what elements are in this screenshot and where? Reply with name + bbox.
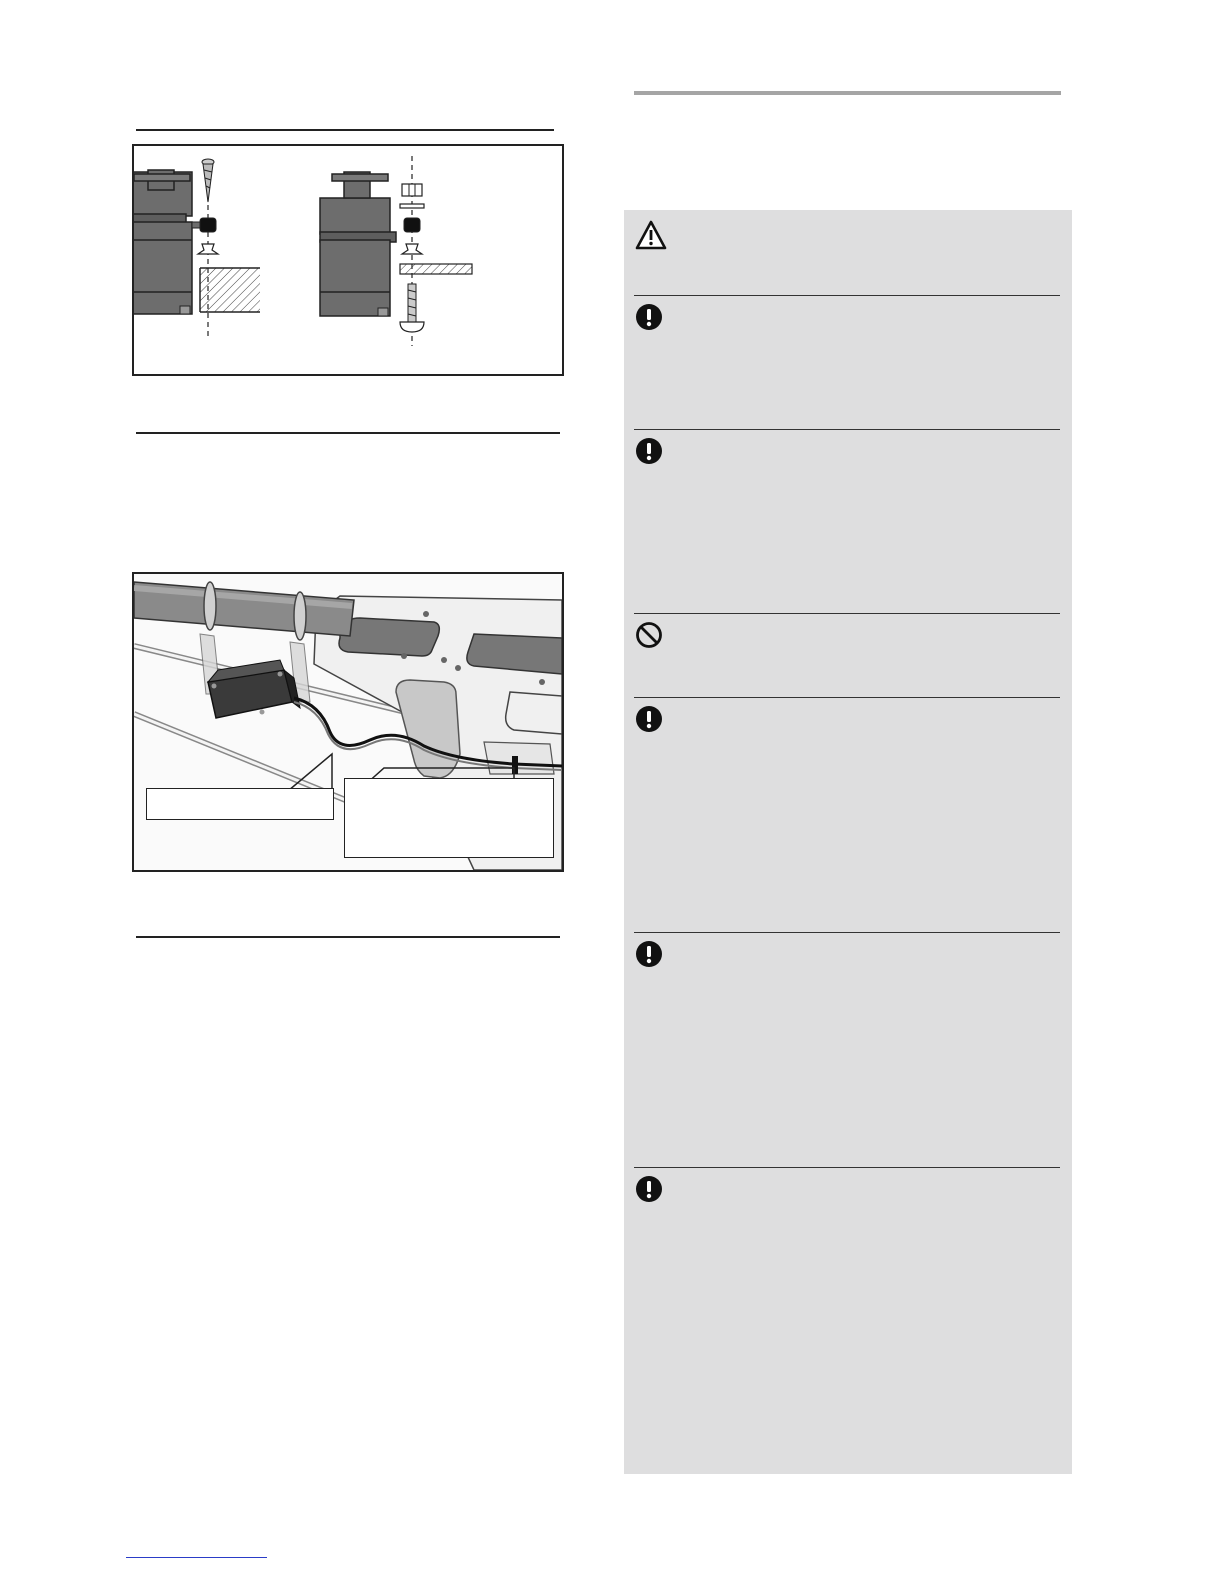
mandatory-exclamation-icon <box>635 303 663 331</box>
notice-divider <box>634 697 1060 698</box>
wood-screw-icon <box>202 159 214 202</box>
notice-divider <box>634 932 1060 933</box>
washer-icon <box>400 204 424 208</box>
mandatory-exclamation-icon <box>635 437 663 465</box>
servo-mounting-figure <box>132 144 564 376</box>
servo-right-icon <box>320 172 396 316</box>
mandatory-exclamation-icon <box>635 940 663 968</box>
prohibited-circle-icon <box>635 621 663 649</box>
mandatory-exclamation-icon <box>635 705 663 733</box>
section-rule-third <box>136 936 560 938</box>
callout-box-servo-lead <box>146 788 334 820</box>
servo-left-icon <box>134 170 192 314</box>
notice-divider <box>634 295 1060 296</box>
mandatory-exclamation-icon <box>635 1175 663 1203</box>
machine-screw-icon <box>400 284 424 332</box>
rubber-grommet-icon <box>192 218 218 254</box>
notice-divider <box>634 1167 1060 1168</box>
notice-divider <box>634 429 1060 430</box>
section-rule-mounting <box>136 129 554 131</box>
safety-notices-panel <box>624 210 1072 1474</box>
right-section-rule <box>634 91 1061 95</box>
notice-divider <box>634 613 1060 614</box>
callout-box-lead-tie <box>344 778 554 858</box>
section-rule-wiring <box>136 432 560 434</box>
nut-icon <box>402 184 422 196</box>
warning-triangle-icon <box>635 220 667 250</box>
page-link-underline <box>126 1557 267 1558</box>
